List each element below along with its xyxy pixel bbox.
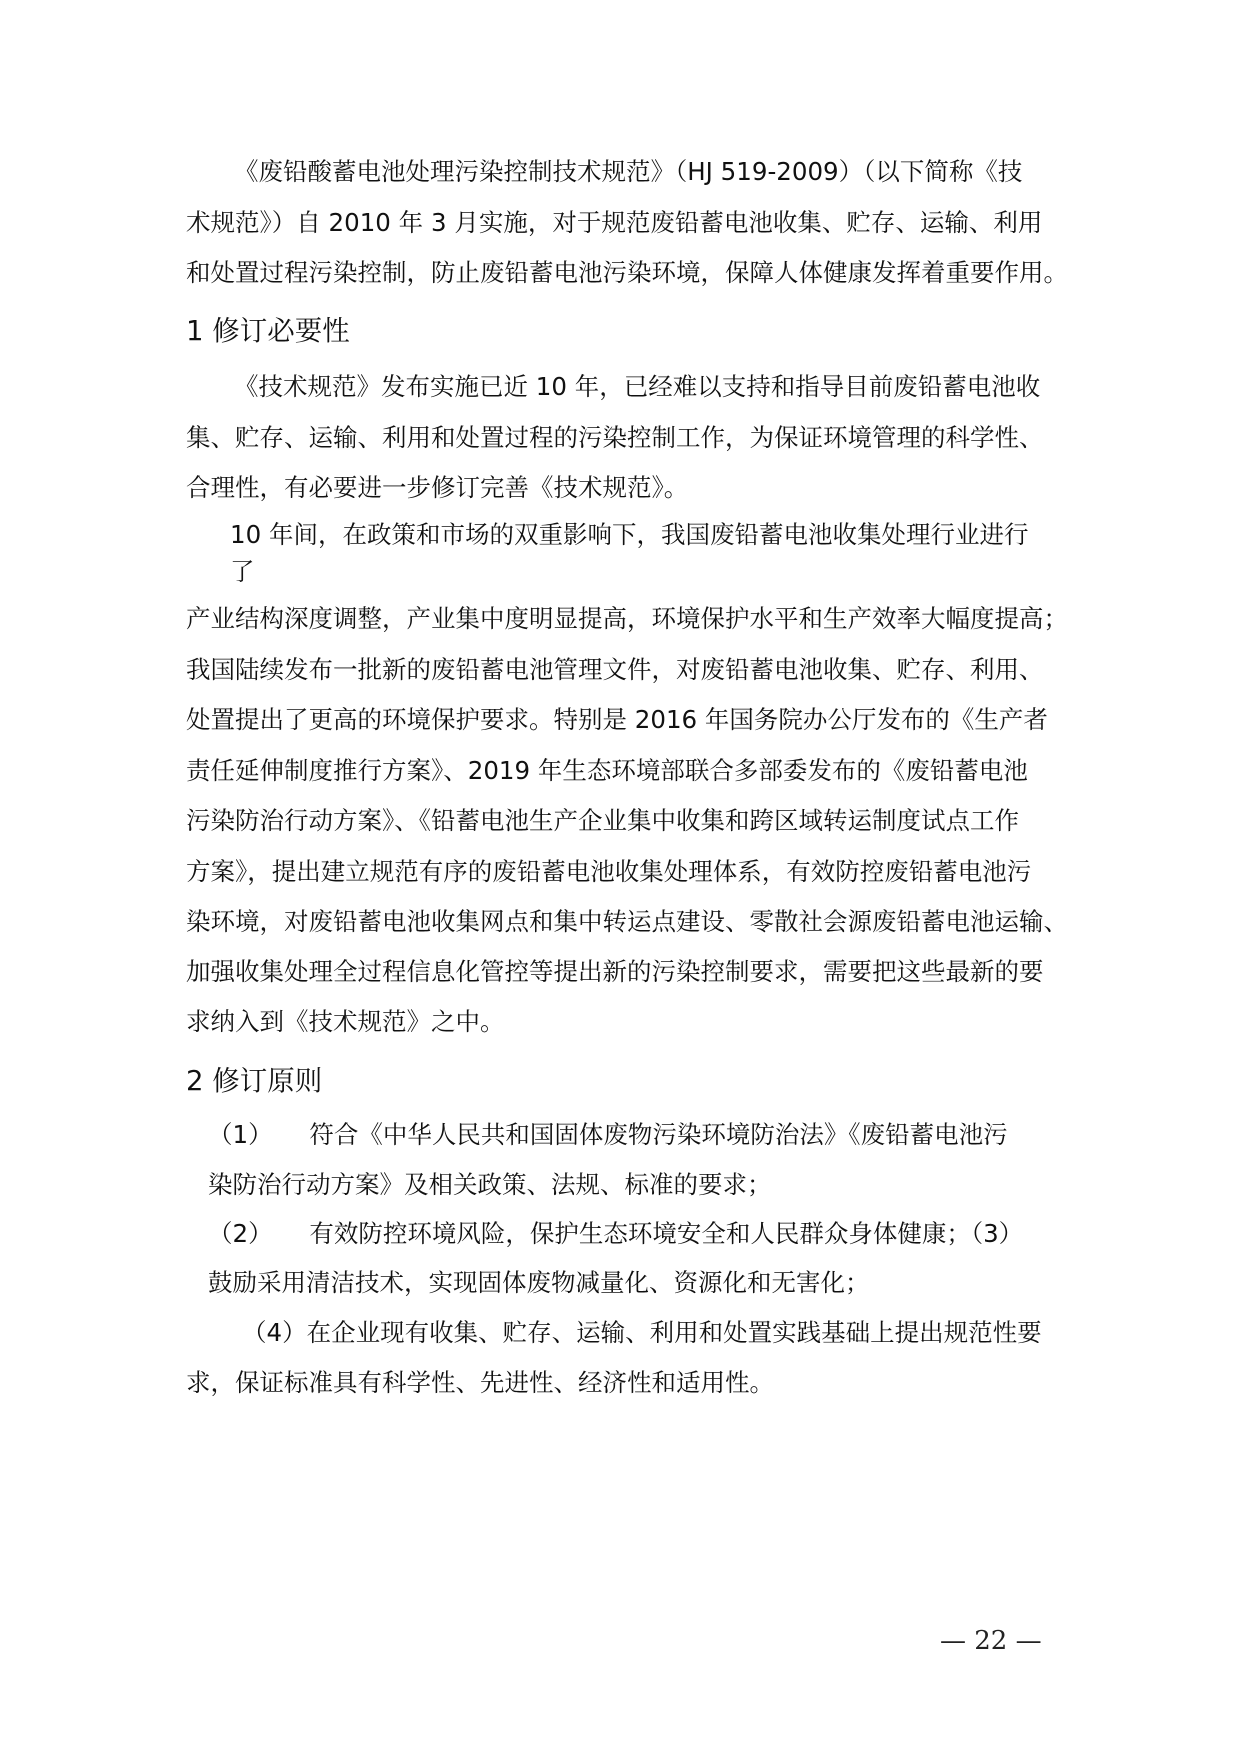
section-heading-necessity: 1 修订必要性 [186, 315, 350, 347]
text-line: 集、贮存、运输、利用和处置过程的污染控制工作，为保证环境管理的科学性、 [186, 423, 1044, 452]
text-line: （2） 有效防控环境风险，保护生态环境安全和人民群众身体健康；（3） [208, 1219, 1024, 1248]
text-line: 染环境，对废铅蓄电池收集网点和集中转运点建设、零散社会源废铅蓄电池运输、 [186, 907, 1068, 936]
text-line: 了 [230, 557, 255, 586]
text-line: 我国陆续发布一批新的废铅蓄电池管理文件，对废铅蓄电池收集、贮存、利用、 [186, 655, 1044, 684]
text-line: 求，保证标准具有科学性、先进性、经济性和适用性。 [186, 1368, 774, 1397]
page-number: — 22 — [940, 1626, 1042, 1656]
text-line: 求纳入到《技术规范》之中。 [186, 1007, 505, 1036]
text-line: 染防治行动方案》及相关政策、法规、标准的要求； [208, 1170, 772, 1199]
text-line: 合理性，有必要进一步修订完善《技术规范》。 [186, 473, 689, 502]
section-heading-principles: 2 修订原则 [186, 1065, 323, 1097]
text-line: 产业结构深度调整，产业集中度明显提高，环境保护水平和生产效率大幅度提高； [186, 604, 1068, 633]
text-line: 方案》，提出建立规范有序的废铅蓄电池收集处理体系，有效防控废铅蓄电池污 [186, 857, 1032, 886]
text-line: 污染防治行动方案》、《铅蓄电池生产企业集中收集和跨区域转运制度试点工作 [186, 806, 1019, 835]
text-line: 术规范》）自 2010 年 3 月实施，对于规范废铅蓄电池收集、贮存、运输、利用 [186, 208, 1043, 237]
text-line: 《技术规范》发布实施已近 10 年，已经难以支持和指导目前废铅蓄电池收 [234, 372, 1041, 401]
text-line: 《废铅酸蓄电池处理污染控制技术规范》（HJ 519-2009）（以下简称《技 [234, 157, 1023, 186]
text-line: （1） 符合《中华人民共和国固体废物污染环境防治法》《废铅蓄电池污 [208, 1120, 1008, 1149]
text-line: 10 年间，在政策和市场的双重影响下，我国废铅蓄电池收集处理行业进行 [230, 520, 1029, 549]
text-line: 鼓励采用清洁技术，实现固体废物减量化、资源化和无害化； [208, 1268, 870, 1297]
text-line: 和处置过程污染控制，防止废铅蓄电池污染环境，保障人体健康发挥着重要作用。 [186, 258, 1068, 287]
text-line: （4）在企业现有收集、贮存、运输、利用和处置实践基础上提出规范性要 [242, 1318, 1042, 1347]
text-line: 责任延伸制度推行方案》、2019 年生态环境部联合多部委发布的《废铅蓄电池 [186, 756, 1028, 785]
text-line: 处置提出了更高的环境保护要求。特别是 2016 年国务院办公厅发布的《生产者 [186, 705, 1048, 734]
text-line: 加强收集处理全过程信息化管控等提出新的污染控制要求，需要把这些最新的要 [186, 957, 1044, 986]
